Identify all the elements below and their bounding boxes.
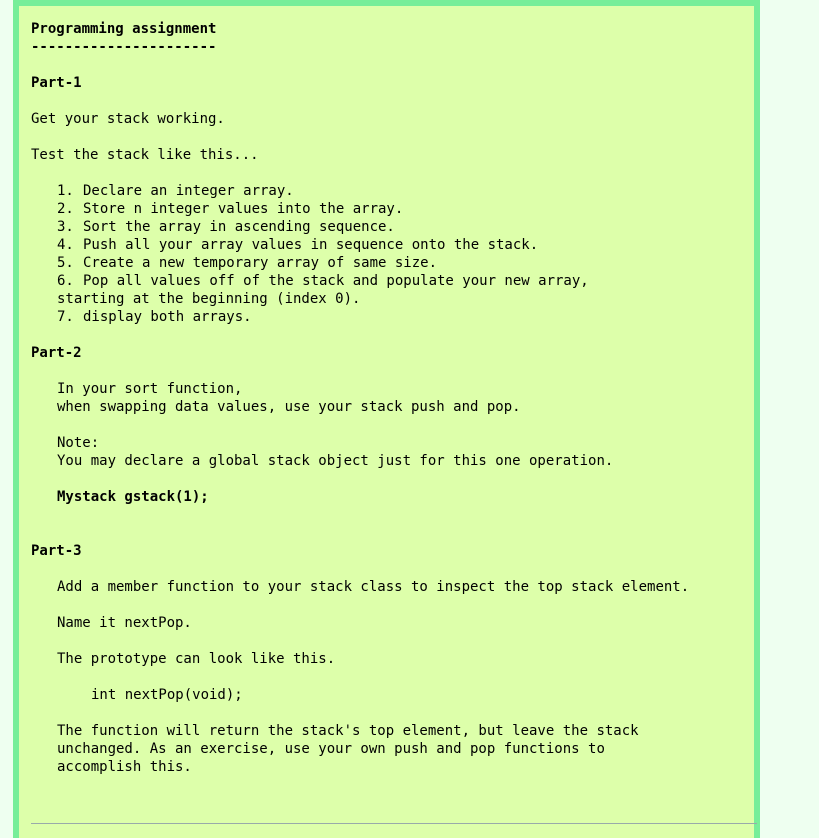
assignment-panel xyxy=(13,0,760,838)
part3-line1: Add a member function to your stack class to inspect the top stack element. xyxy=(57,579,690,595)
list-item: 4. Push all your array values in sequence onto the stack. xyxy=(57,237,539,253)
list-item: 6. Pop all values off of the stack and populate your new array, xyxy=(57,273,589,289)
list-item: 7. display both arrays. xyxy=(57,309,252,325)
part3-line3: The prototype can look like this. xyxy=(57,651,336,667)
part1-intro: Get your stack working. xyxy=(31,111,225,127)
part3-desc2: unchanged. As an exercise, use your own push and pop functions to xyxy=(57,741,605,757)
list-item-continuation: starting at the beginning (index 0). xyxy=(57,291,361,307)
note-label: Note: xyxy=(57,435,100,451)
steps-list xyxy=(31,182,751,326)
list-item: 2. Store n integer values into the array. xyxy=(57,201,404,217)
title-underline: ---------------------- xyxy=(31,39,217,55)
part2-line2: when swapping data values, use your stack push and pop. xyxy=(57,399,521,415)
part3-heading: Part-3 xyxy=(31,543,82,559)
part3-line2: Name it nextPop. xyxy=(57,615,192,631)
list-item: 1. Declare an integer array. xyxy=(57,183,294,199)
part2-line1: In your sort function, xyxy=(57,381,243,397)
part1-heading: Part-1 xyxy=(31,75,82,91)
divider xyxy=(31,823,757,824)
page-title: Programming assignment xyxy=(31,21,217,37)
code-gstack: Mystack gstack(1); xyxy=(57,489,209,505)
note-text: You may declare a global stack object just for this one operation. xyxy=(57,453,614,469)
part2-heading: Part-2 xyxy=(31,345,82,361)
code-nextpop: int nextPop(void); xyxy=(91,687,243,703)
part3-desc1: The function will return the stack's top element, but leave the stack xyxy=(57,723,639,739)
part3-desc3: accomplish this. xyxy=(57,759,192,775)
list-item: 5. Create a new temporary array of same size. xyxy=(57,255,438,271)
assignment-content xyxy=(31,20,751,776)
part1-test-intro: Test the stack like this... xyxy=(31,147,259,163)
list-item: 3. Sort the array in ascending sequence. xyxy=(57,219,395,235)
